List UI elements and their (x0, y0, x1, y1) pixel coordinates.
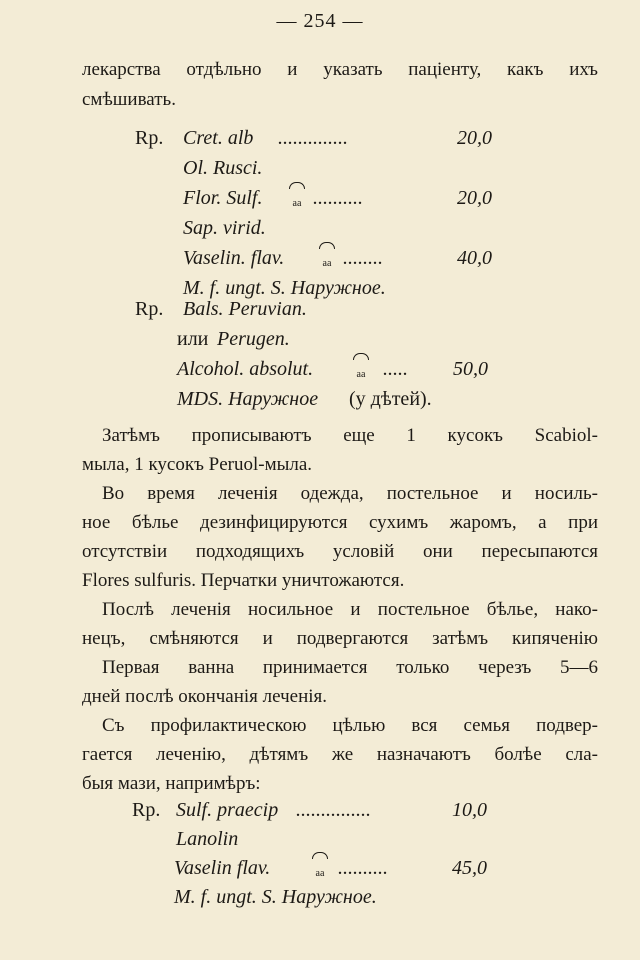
text-line: Съ профилактическою цѣлью вся семья подвер- (102, 715, 598, 736)
dot-leader: .......... (338, 857, 388, 879)
text-line: отсутствіи подходящихъ условій они пересыпаются (82, 541, 598, 562)
rp-label: Rp. (135, 298, 164, 320)
text-line: лекарства отдѣльно и указать паціенту, какъ ихъ (82, 59, 598, 80)
quantity: 10,0 (452, 799, 487, 821)
dot-leader: .............. (278, 127, 348, 149)
dot-leader: ............... (296, 799, 371, 821)
recipe-item: Vaselin flav. (174, 857, 271, 879)
page-number: — 254 — (276, 10, 364, 32)
recipe-item: Flor. Sulf. (183, 187, 263, 209)
recipe-item: Ol. Rusci. (183, 157, 263, 179)
ana-symbol: aa (349, 362, 373, 388)
recipe-item: Sulf. praecip (176, 799, 279, 821)
recipe-signature: M. f. ungt. S. Наружное. (183, 277, 386, 299)
ana-symbol: aa (285, 191, 309, 217)
text-line: смѣшивать. (82, 89, 176, 110)
quantity: 20,0 (457, 127, 492, 149)
text-line: Послѣ леченія носильное и постельное бѣлье, нако- (102, 599, 598, 620)
recipe-item: Cret. alb (183, 127, 254, 149)
quantity: 20,0 (457, 187, 492, 209)
quantity: 45,0 (452, 857, 487, 879)
recipe-item: Perugen. (217, 328, 290, 350)
text-line: Затѣмъ прописываютъ еще 1 кусокъ Scabiol- (102, 425, 598, 446)
recipe-note: (у дѣтей). (349, 388, 432, 410)
text-line: нецъ, смѣняются и подвергаются затѣмъ кипяченію (82, 628, 598, 649)
text-line: Во время леченія одежда, постельное и носиль- (102, 483, 598, 504)
dot-leader: ........ (343, 247, 383, 269)
recipe-item: Sap. virid. (183, 217, 266, 239)
text-line: ное бѣлье дезинфицируются сухимъ жаромъ, а при (82, 512, 598, 533)
dot-leader: ..... (383, 358, 408, 380)
recipe-item: Lanolin (176, 828, 239, 850)
ana-symbol: aa (308, 861, 332, 887)
recipe-signature: MDS. Наружное (177, 388, 319, 410)
text-line: быя мази, напримѣръ: (82, 773, 261, 794)
dot-leader: .......... (313, 187, 363, 209)
ana-symbol: aa (315, 251, 339, 277)
quantity: 40,0 (457, 247, 492, 269)
text-line: дней послѣ окончанія леченія. (82, 686, 328, 707)
quantity: 50,0 (453, 358, 488, 380)
recipe-item: Alcohol. absolut. (177, 358, 314, 380)
text-line: Flores sulfuris. Перчатки уничтожаются. (82, 570, 405, 591)
rp-label: Rp. (135, 127, 164, 149)
text-line: мыла, 1 кусокъ Peruol-мыла. (82, 454, 313, 475)
recipe-item: Bals. Peruvian. (183, 298, 307, 320)
recipe-item: Vaselin. flav. (183, 247, 285, 269)
text-line: гается леченію, дѣтямъ же назначаютъ болѣе сла- (82, 744, 598, 765)
recipe-signature: M. f. ungt. S. Наружное. (174, 886, 377, 908)
text-line: Первая ванна принимается только черезъ 5—6 (102, 657, 598, 678)
rp-label: Rp. (132, 799, 161, 821)
recipe-connector: или (177, 328, 209, 350)
